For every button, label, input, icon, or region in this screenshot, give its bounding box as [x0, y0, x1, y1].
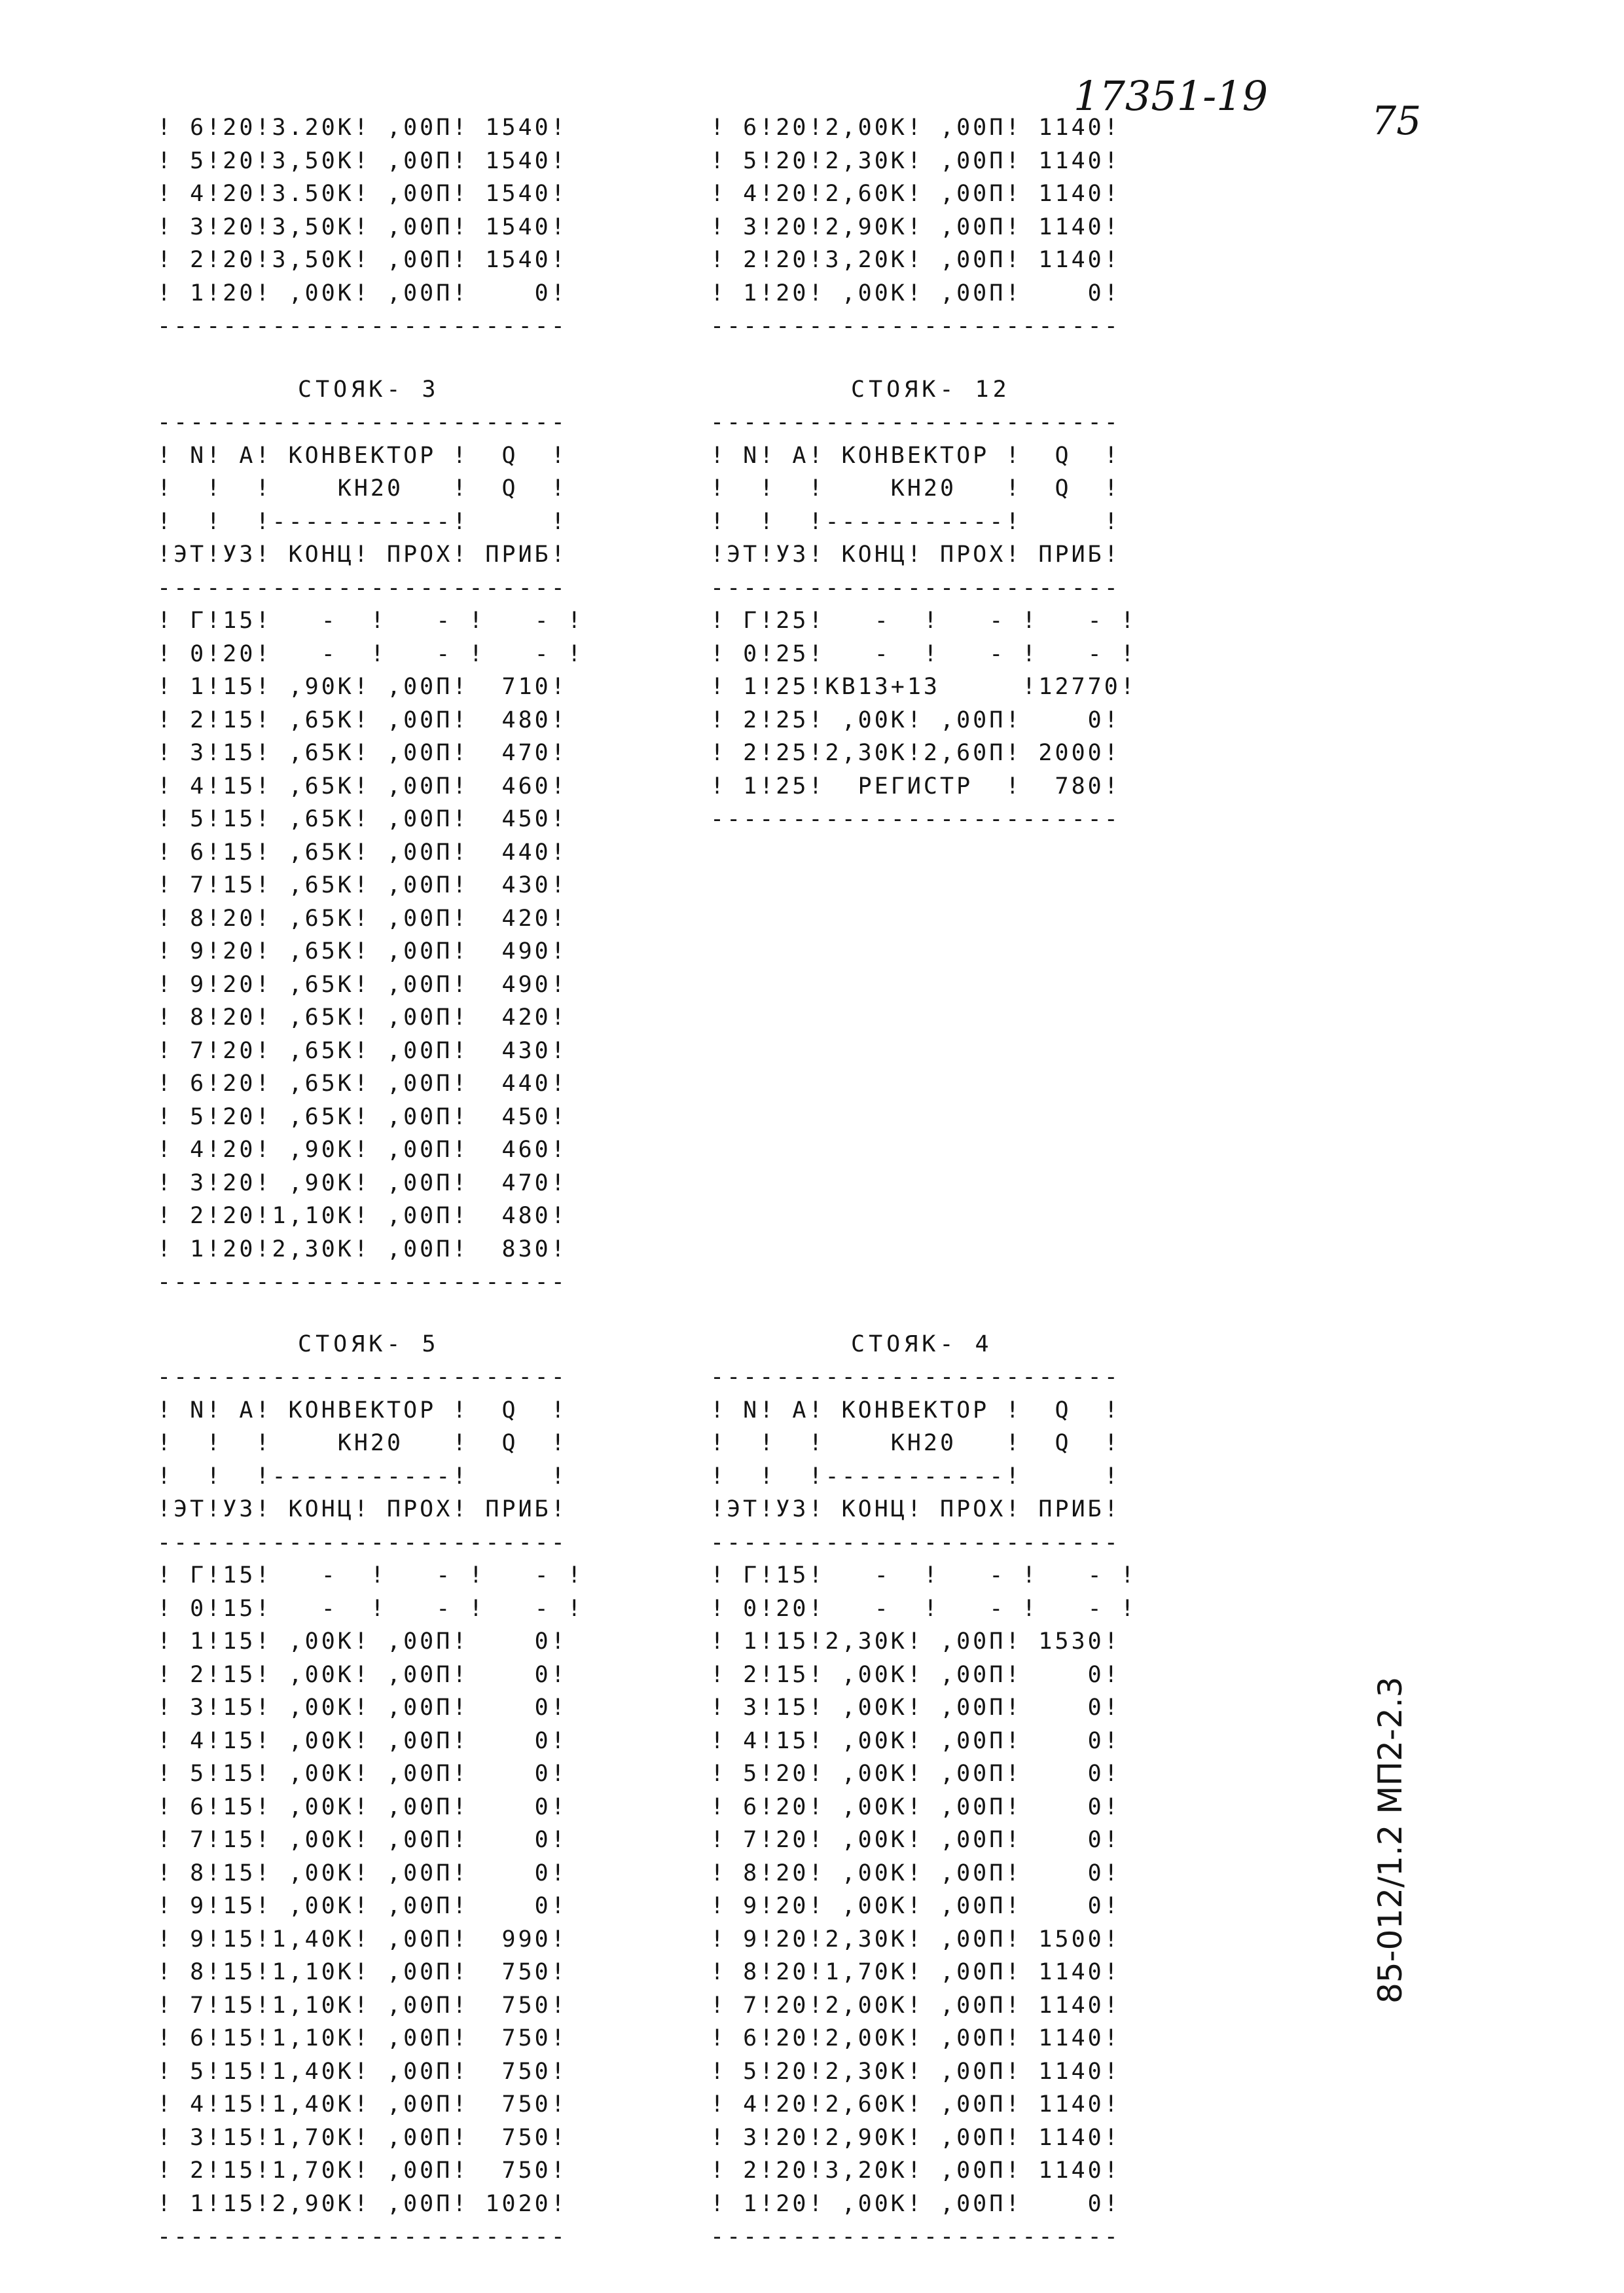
riser-4-table	[710, 1361, 1137, 2254]
table-line: -------------------------	[710, 2224, 1121, 2250]
table-line: ! 4!15! ,00К! ,00П! 0!	[157, 1727, 568, 1754]
table-line: ! N! А! КОНВЕКТОР ! Q !	[710, 1397, 1121, 1423]
table-line: ! 5!15! ,65К! ,00П! 450!	[157, 806, 568, 832]
table-line: !ЭТ!УЗ! КОНЦ! ПРОХ! ПРИБ!	[157, 541, 568, 568]
table-line: -------------------------	[710, 1529, 1121, 1556]
table-line: -------------------------	[710, 574, 1121, 601]
riser-3-table	[157, 406, 584, 1299]
table-line: ! 0!20! - ! - ! - !	[157, 640, 584, 667]
table-line: ! 4!15! ,65К! ,00П! 460!	[157, 773, 568, 799]
table-line: ! 1!15! ,00К! ,00П! 0!	[157, 1628, 568, 1655]
table-line: ! Г!15! - ! - ! - !	[710, 1562, 1137, 1588]
table-line: ! 2!20!3,20К! ,00П! 1140!	[710, 247, 1121, 273]
table-line: ! 9!20!2,30К! ,00П! 1500!	[710, 1926, 1121, 1953]
table-line: ! 5!20! ,65К! ,00П! 450!	[157, 1103, 568, 1130]
vertical-document-code: 85-012/1.2 МП2-2.3	[1371, 1676, 1409, 2004]
table-line: ! 3!15! ,65К! ,00П! 470!	[157, 740, 568, 766]
table-line: -------------------------	[710, 1364, 1121, 1390]
table-line: -------------------------	[157, 2224, 568, 2250]
table-line: ! 6!15! ,00К! ,00П! 0!	[157, 1793, 568, 1820]
table-line: ! Г!15! - ! - ! - !	[157, 608, 584, 634]
table-line: ! ! ! КН20 ! Q !	[157, 1430, 568, 1456]
table-line: ! ! !-----------! !	[710, 508, 1121, 535]
table-line: -------------------------	[157, 313, 568, 339]
table-line: ! 9!20! ,65К! ,00П! 490!	[157, 971, 568, 998]
table-line: ! 4!20! ,90К! ,00П! 460!	[157, 1137, 568, 1163]
table-line: ! 7!15! ,00К! ,00П! 0!	[157, 1827, 568, 1853]
table-line: ! 9!15!1,40К! ,00П! 990!	[157, 1926, 568, 1953]
document-number: 17351-19	[1074, 72, 1269, 120]
table-line: ! 6!20! ,65К! ,00П! 440!	[157, 1071, 568, 1097]
table-line: ! 5!20!3,50К! ,00П! 1540!	[157, 147, 568, 174]
table-line: ! 4!20!2,60К! ,00П! 1140!	[710, 181, 1121, 207]
table-line: -------------------------	[710, 806, 1121, 832]
riser-4-title: СТОЯК- 4	[851, 1331, 993, 1357]
table-line: ! ! !-----------! !	[710, 1463, 1121, 1490]
top-left-table-fragment	[157, 111, 568, 343]
table-line: ! N! А! КОНВЕКТОР ! Q !	[157, 1397, 568, 1423]
page-number: 75	[1371, 98, 1422, 144]
table-line: ! 1!20!2,30К! ,00П! 830!	[157, 1236, 568, 1262]
table-line: ! 0!25! - ! - ! - !	[710, 640, 1137, 667]
table-line: ! 2!15! ,00К! ,00П! 0!	[157, 1661, 568, 1688]
riser-5-table	[157, 1361, 584, 2254]
riser-12-table	[710, 406, 1137, 836]
table-line: ! 0!15! - ! - ! - !	[157, 1595, 584, 1622]
table-line: ! 4!20!3.50К! ,00П! 1540!	[157, 181, 568, 207]
table-line: ! 5!20! ,00К! ,00П! 0!	[710, 1761, 1121, 1787]
table-line: ! ! !-----------! !	[157, 508, 568, 535]
table-line: ! 6!20!3.20К! ,00П! 1540!	[157, 115, 568, 141]
top-right-table-fragment	[710, 111, 1121, 343]
table-line: ! 1!20! ,00К! ,00П! 0!	[710, 2190, 1121, 2217]
table-line: ! 2!15!1,70К! ,00П! 750!	[157, 2157, 568, 2184]
table-line: ! 6!20!2,00К! ,00П! 1140!	[710, 2025, 1121, 2051]
table-line: ! 1!20! ,00К! ,00П! 0!	[157, 280, 568, 306]
table-line: ! 7!20! ,00К! ,00П! 0!	[710, 1827, 1121, 1853]
table-line: -------------------------	[157, 409, 568, 435]
table-line: ! 5!15!1,40К! ,00П! 750!	[157, 2058, 568, 2085]
table-line: ! 1!25! РЕГИСТР ! 780!	[710, 773, 1121, 799]
table-line: ! 9!20! ,00К! ,00П! 0!	[710, 1893, 1121, 1919]
table-line: ! 2!20!1,10К! ,00П! 480!	[157, 1203, 568, 1229]
table-line: ! ! ! КН20 ! Q !	[710, 475, 1121, 502]
table-line: ! 4!15!1,40К! ,00П! 750!	[157, 2091, 568, 2118]
table-line: ! 2!15! ,00К! ,00П! 0!	[710, 1661, 1121, 1688]
table-line: ! 1!15! ,90К! ,00П! 710!	[157, 674, 568, 700]
table-line: ! 1!25!КВ13+13 !12770!	[710, 674, 1137, 700]
table-line: -------------------------	[710, 313, 1121, 339]
table-line: ! 8!20! ,65К! ,00П! 420!	[157, 1004, 568, 1031]
riser-5-title: СТОЯК- 5	[298, 1331, 440, 1357]
table-line: ! 5!15! ,00К! ,00П! 0!	[157, 1761, 568, 1787]
table-line: ! 2!25! ,00К! ,00П! 0!	[710, 706, 1121, 733]
table-line: ! 3!15! ,00К! ,00П! 0!	[710, 1695, 1121, 1721]
table-line: -------------------------	[157, 1269, 568, 1295]
table-line: ! 8!15! ,00К! ,00П! 0!	[157, 1860, 568, 1886]
table-line: ! 7!15! ,65К! ,00П! 430!	[157, 872, 568, 898]
table-line: !ЭТ!УЗ! КОНЦ! ПРОХ! ПРИБ!	[710, 1496, 1121, 1522]
table-line: ! 1!15!2,30К! ,00П! 1530!	[710, 1628, 1121, 1655]
table-line: -------------------------	[157, 1364, 568, 1390]
table-line: ! 2!20!3,20К! ,00П! 1140!	[710, 2157, 1121, 2184]
table-line: ! 9!20! ,65К! ,00П! 490!	[157, 938, 568, 964]
table-line: ! 3!20!3,50К! ,00П! 1540!	[157, 213, 568, 240]
table-line: ! 4!20!2,60К! ,00П! 1140!	[710, 2091, 1121, 2118]
table-line: ! 7!20!2,00К! ,00П! 1140!	[710, 1992, 1121, 2019]
table-line: ! 5!20!2,30К! ,00П! 1140!	[710, 147, 1121, 174]
table-line: ! 9!15! ,00К! ,00П! 0!	[157, 1893, 568, 1919]
table-line: ! 3!20! ,90К! ,00П! 470!	[157, 1169, 568, 1196]
table-line: -------------------------	[157, 1529, 568, 1556]
table-line: ! 6!15! ,65К! ,00П! 440!	[157, 839, 568, 866]
table-line: ! 3!20!2,90К! ,00П! 1140!	[710, 2124, 1121, 2151]
table-line: ! Г!25! - ! - ! - !	[710, 608, 1137, 634]
table-line: ! 8!15!1,10К! ,00П! 750!	[157, 1959, 568, 1985]
table-line: ! 3!15!1,70К! ,00П! 750!	[157, 2124, 568, 2151]
table-line: -------------------------	[710, 409, 1121, 435]
table-line: ! 4!15! ,00К! ,00П! 0!	[710, 1727, 1121, 1754]
table-line: !ЭТ!УЗ! КОНЦ! ПРОХ! ПРИБ!	[157, 1496, 568, 1522]
table-line: ! 6!15!1,10К! ,00П! 750!	[157, 2025, 568, 2051]
table-line: ! 1!15!2,90К! ,00П! 1020!	[157, 2190, 568, 2217]
table-line: ! 2!15! ,65К! ,00П! 480!	[157, 706, 568, 733]
table-line: ! 2!25!2,30К!2,60П! 2000!	[710, 740, 1121, 766]
table-line: ! 6!20!2,00К! ,00П! 1140!	[710, 115, 1121, 141]
table-line: -------------------------	[157, 574, 568, 601]
table-line: !ЭТ!УЗ! КОНЦ! ПРОХ! ПРИБ!	[710, 541, 1121, 568]
riser-12-title: СТОЯК- 12	[851, 376, 1011, 403]
table-line: ! 3!20!2,90К! ,00П! 1140!	[710, 213, 1121, 240]
table-line: ! 3!15! ,00К! ,00П! 0!	[157, 1695, 568, 1721]
table-line: ! 1!20! ,00К! ,00П! 0!	[710, 280, 1121, 306]
table-line: ! 8!20! ,65К! ,00П! 420!	[157, 905, 568, 932]
table-line: ! 2!20!3,50К! ,00П! 1540!	[157, 247, 568, 273]
table-line: ! N! А! КОНВЕКТОР ! Q !	[157, 442, 568, 469]
table-line: ! 8!20!1,70К! ,00П! 1140!	[710, 1959, 1121, 1985]
riser-3-title: СТОЯК- 3	[298, 376, 440, 403]
table-line: ! ! ! КН20 ! Q !	[157, 475, 568, 502]
table-line: ! 8!20! ,00К! ,00П! 0!	[710, 1860, 1121, 1886]
table-line: ! 7!15!1,10К! ,00П! 750!	[157, 1992, 568, 2019]
table-line: ! 0!20! - ! - ! - !	[710, 1595, 1137, 1622]
table-line: ! 7!20! ,65К! ,00П! 430!	[157, 1037, 568, 1064]
table-line: ! Г!15! - ! - ! - !	[157, 1562, 584, 1588]
table-line: ! ! ! КН20 ! Q !	[710, 1430, 1121, 1456]
table-line: ! 6!20! ,00К! ,00П! 0!	[710, 1793, 1121, 1820]
table-line: ! ! !-----------! !	[157, 1463, 568, 1490]
table-line: ! 5!20!2,30К! ,00П! 1140!	[710, 2058, 1121, 2085]
table-line: ! N! А! КОНВЕКТОР ! Q !	[710, 442, 1121, 469]
